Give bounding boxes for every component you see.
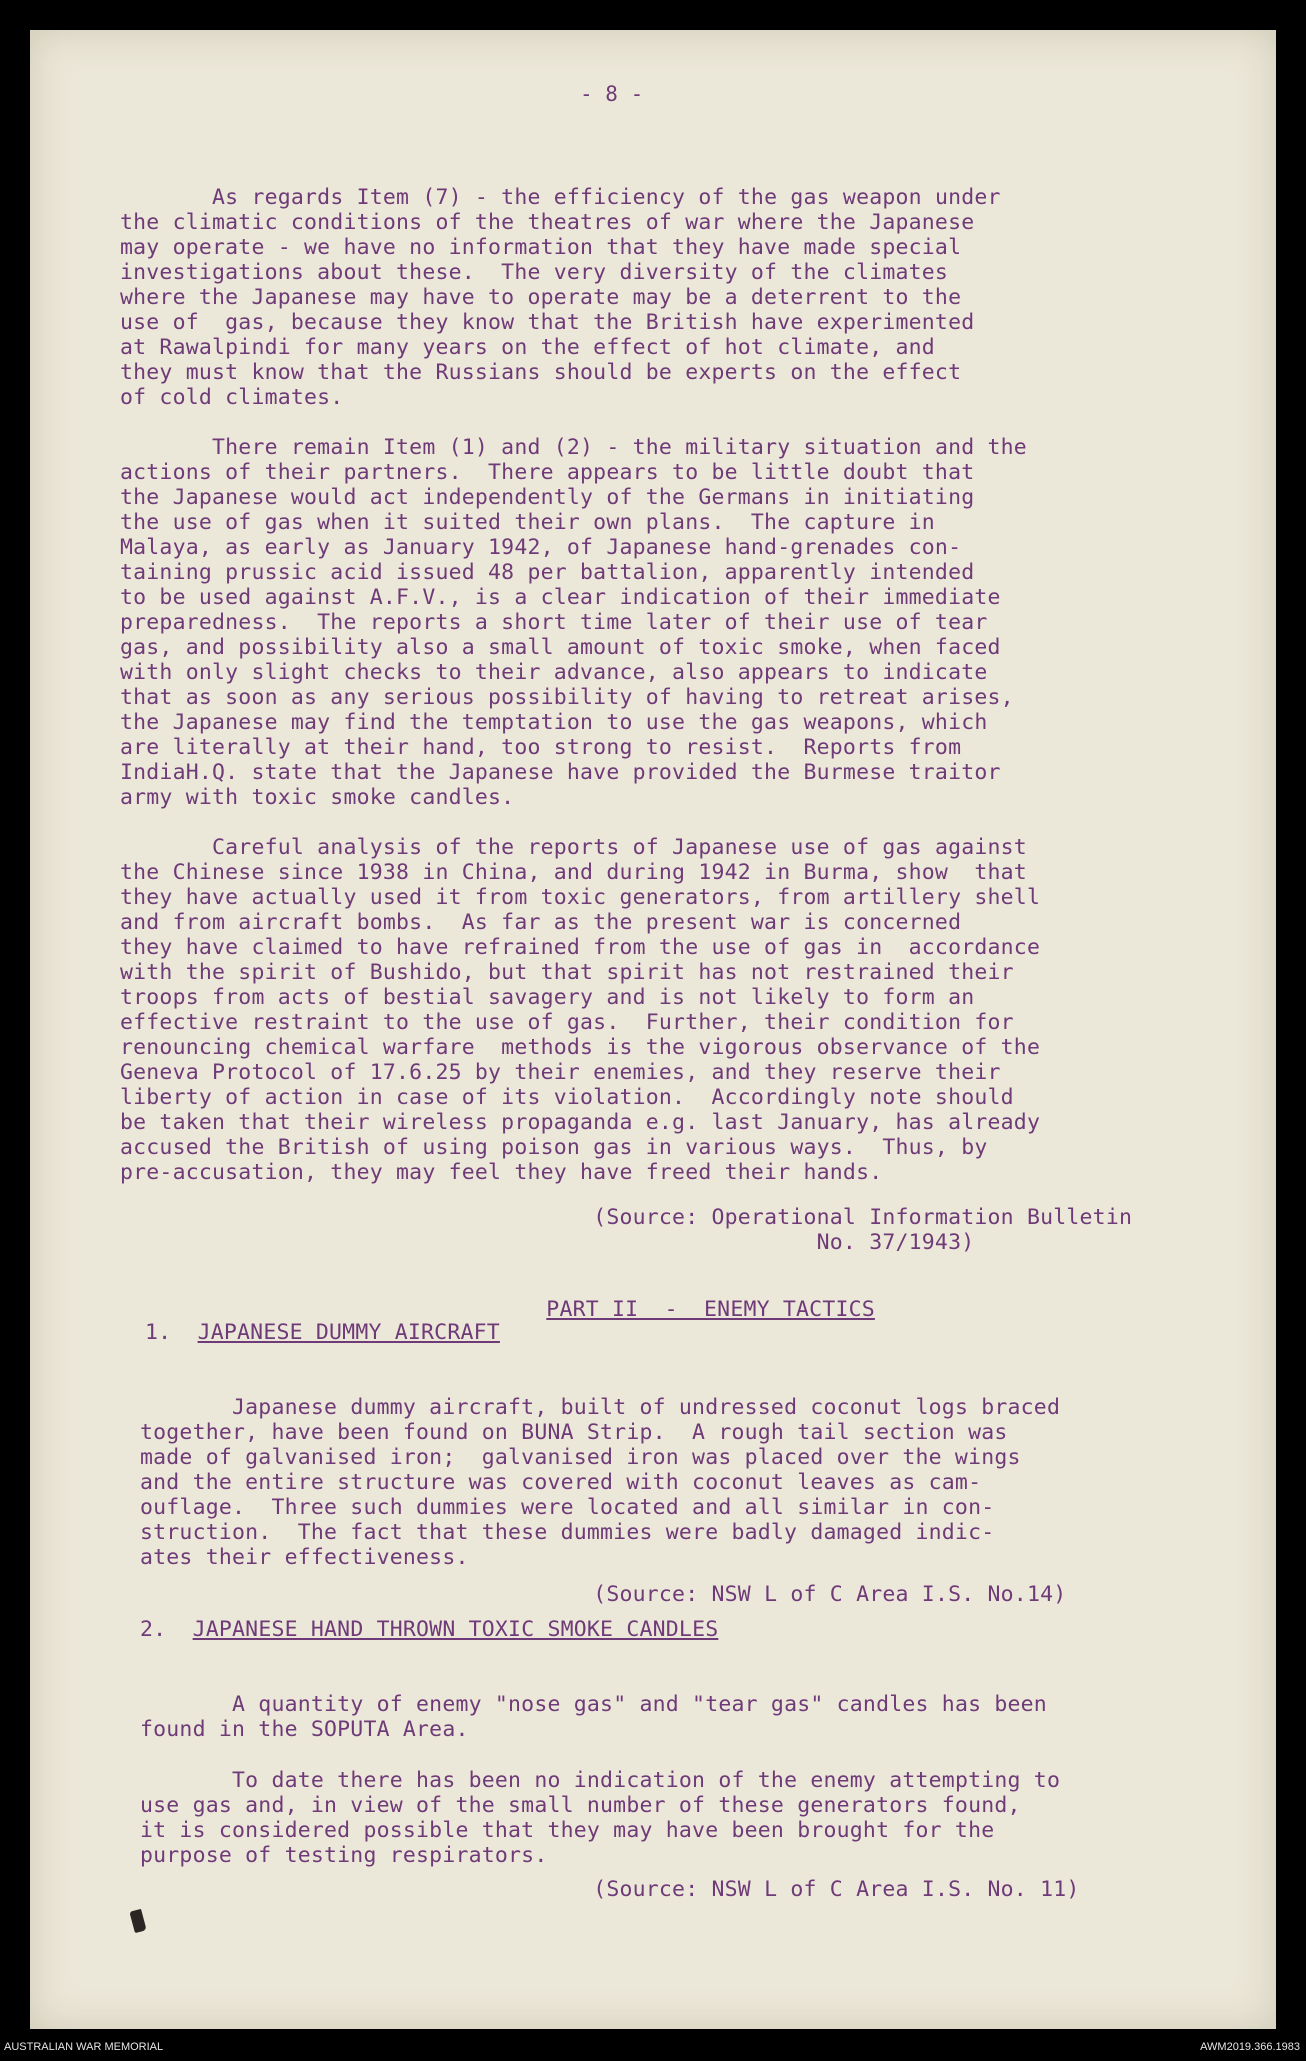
source-citation-1-text: (Source: Operational Information Bulletin No. 37/1943)	[593, 1205, 1133, 1255]
section-1-body	[140, 1370, 1060, 1570]
page-number: - 8 -	[580, 82, 644, 106]
section-2-paragraph-1	[140, 1667, 1047, 1742]
section-2-source-text: (Source: NSW L of C Area I.S. No. 11)	[146, 1877, 1080, 1902]
section-2-source	[120, 1852, 1080, 1902]
section-1-title: JAPANESE DUMMY AIRCRAFT	[197, 1320, 500, 1345]
footer-left: AUSTRALIAN WAR MEMORIAL	[4, 2041, 164, 2053]
paragraph-analysis	[120, 810, 1040, 1185]
part-heading	[520, 1272, 875, 1322]
source-citation-1	[120, 1180, 1132, 1255]
paragraph-item-1-2-text: There remain Item (1) and (2) - the military situation and the actions of their partners. There appears to be little doubt that the Japanese would act independently of the Germans in initiating the use of gas when it suited their own plans. The capture in Malaya, as early as January 1942, of Japanese hand-grenades con- taining prussic acid issued 48 per battalion, apparently intended to be used against A.F.V., is a clear indication of their immediate preparedness. The reports a short time later of their use of tear gas, and possibility also a small amount of toxic smoke, when faced with only slight checks to their advance, also appears to indicate that as soon as any serious possibility of having to retreat arises, the Japanese may find the temptation to use the gas weapons, which are literally at their hand, too strong to resist. Reports from IndiaH.Q. state that the Japanese have provided the Burmese traitor army with toxic smoke candles.	[120, 435, 1027, 810]
paragraph-item-7	[120, 160, 1001, 410]
section-2-title: JAPANESE HAND THROWN TOXIC SMOKE CANDLES	[192, 1617, 719, 1642]
section-2-paragraph-2-text: To date there has been no indication of the enemy attempting to use gas and, in view of the small number of these generators found, it is considered possible that they may have been brought for the purpose of testing respirators.	[140, 1768, 1061, 1868]
section-1-source-text: (Source: NSW L of C Area I.S. No.14)	[146, 1582, 1067, 1607]
paragraph-analysis-text: Careful analysis of the reports of Japanese use of gas against the Chinese since 1938 in China, and during 1942 in Burma, show that they have actually used it from toxic generators, from artillery shell and from aircraft bombs. As far as the present war is concerned they have claimed to have refrained from the use of gas in accordance with the spirit of Bushido, but that spirit has not restrained their troops from acts of bestial savagery and is not likely to form an effective restraint to the use of gas. Further, their condition for renouncing chemical warfare methods is the vigorous observance of the Geneva Protocol of 17.6.25 by their enemies, and they reserve their liberty of action in case of its violation. Accordingly note should be taken that their wireless propaganda e.g. last January, has already accused the British of using poison gas in various ways. Thus, by pre-accusation, they may feel they have freed their hands.	[120, 835, 1041, 1185]
section-1-source	[120, 1557, 1066, 1607]
part-heading-text: PART II - ENEMY TACTICS	[546, 1297, 875, 1322]
section-2-number: 2.	[140, 1617, 167, 1642]
section-2-paragraph-2	[140, 1743, 1060, 1868]
paragraph-item-7-text: As regards Item (7) - the efficiency of the gas weapon under the climatic conditions of the theatres of war where the Japanese may operate - we have no information that they have made special investigations about these. The very diversity of the climates where the Japanese may have to operate may be a deterrent to the use of gas, because they know that the British have experimented at Rawalpindi for many years on the effect of hot climate, and they must know that the Russians should be experts on the effect of cold climates.	[120, 185, 1001, 410]
paragraph-item-1-2	[120, 410, 1027, 810]
section-1-heading	[145, 1320, 500, 1345]
section-1-body-text: Japanese dummy aircraft, built of undressed coconut logs braced together, have been found on BUNA Strip. A rough tail section was made of galvanised iron; galvanised iron was placed over the wings and the entire structure was covered with coconut leaves as cam- ouflage. Three such dummies were located and all similar in con- struction. The fact that these dummies were badly damaged indic- ates their effectiveness.	[140, 1395, 1061, 1570]
section-2-heading	[140, 1617, 718, 1642]
section-2-paragraph-1-text: A quantity of enemy "nose gas" and "tear gas" candles has been found in the SOPUTA Area.	[140, 1692, 1047, 1742]
section-1-number: 1.	[145, 1320, 172, 1345]
footer-right: AWM2019.366.1983	[1200, 2041, 1300, 2053]
